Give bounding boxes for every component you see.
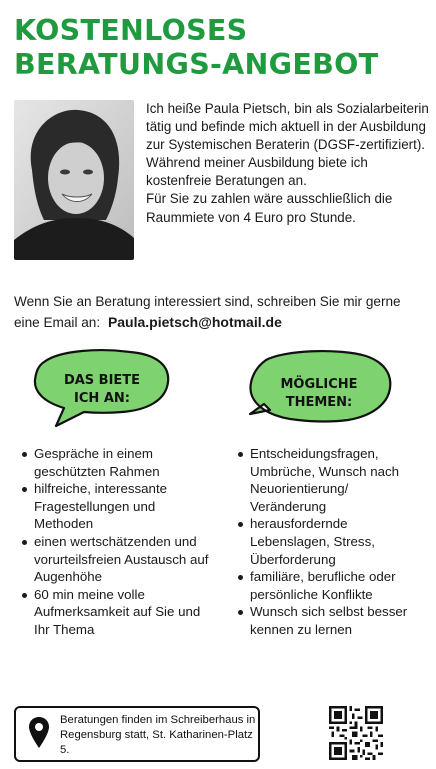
title-line-2: BERATUNGS-ANGEBOT [14,48,379,81]
offer-heading-line-1: DAS BIETE [63,373,141,388]
title-line-1: KOSTENLOSES [14,14,248,47]
list-item: Entscheidungsfragen, Umbrüche, Wunsch nach Neuorientierung/ Veränderung [236,445,426,515]
contact-text: Wenn Sie an Beratung interessiert sind, schreiben Sie mir gerne eine Email an: [14,294,401,330]
intro-paragraph-2: Während meiner Ausbildung biete ich kostenfreie Beratungen an. [146,155,368,189]
location-text: Beratungen finden im Schreiberhaus in Regensburg statt, St. Katharinen-Platz 5. [60,714,256,756]
contact-section [14,292,426,333]
intro-text [146,100,430,227]
topics-heading-bubble [244,346,394,436]
list-item: herausfordernde Lebenslagen, Stress, Überforderung [236,515,426,568]
location-box [14,706,260,762]
list-item: Gespräche in einem geschützten Rahmen [20,445,210,480]
offer-heading-bubble [30,344,174,430]
offer-heading-line-2: ICH AN: [74,391,130,406]
email-address[interactable]: Paula.pietsch@hotmail.de [107,314,282,330]
list-item: Wunsch sich selbst besser kennen zu lernen [236,603,426,638]
topics-heading-line-1: MÖGLICHE [280,377,358,392]
intro-paragraph-1: Ich heiße Paula Pietsch, bin als Sozialarbeiterin tätig und befinde mich aktuell in der Ausbildung zur Systemischen Beraterin (DGSF-zertifiziert). [146,101,429,153]
portrait-photo [14,100,134,260]
intro-paragraph-3: Für Sie zu zahlen wäre ausschließlich die Raummiete von 4 Euro pro Stunde. [146,191,393,225]
map-pin-icon [28,716,50,755]
list-item: einen wertschätzenden und vorurteilsfreien Austausch auf Augenhöhe [20,533,210,586]
topics-heading-line-2: THEMEN: [285,395,353,410]
list-item: familiäre, berufliche oder persönliche Konflikte [236,568,426,603]
qr-code-icon[interactable] [329,706,383,760]
topics-list [236,445,426,639]
page-title [14,14,424,82]
topics-heading [244,376,394,412]
offer-list [20,445,210,639]
offer-heading [30,372,174,408]
list-item: hilfreiche, interessante Fragestellungen und Methoden [20,480,210,533]
list-item: 60 min meine volle Aufmerksamkeit auf Sie und Ihr Thema [20,586,210,639]
